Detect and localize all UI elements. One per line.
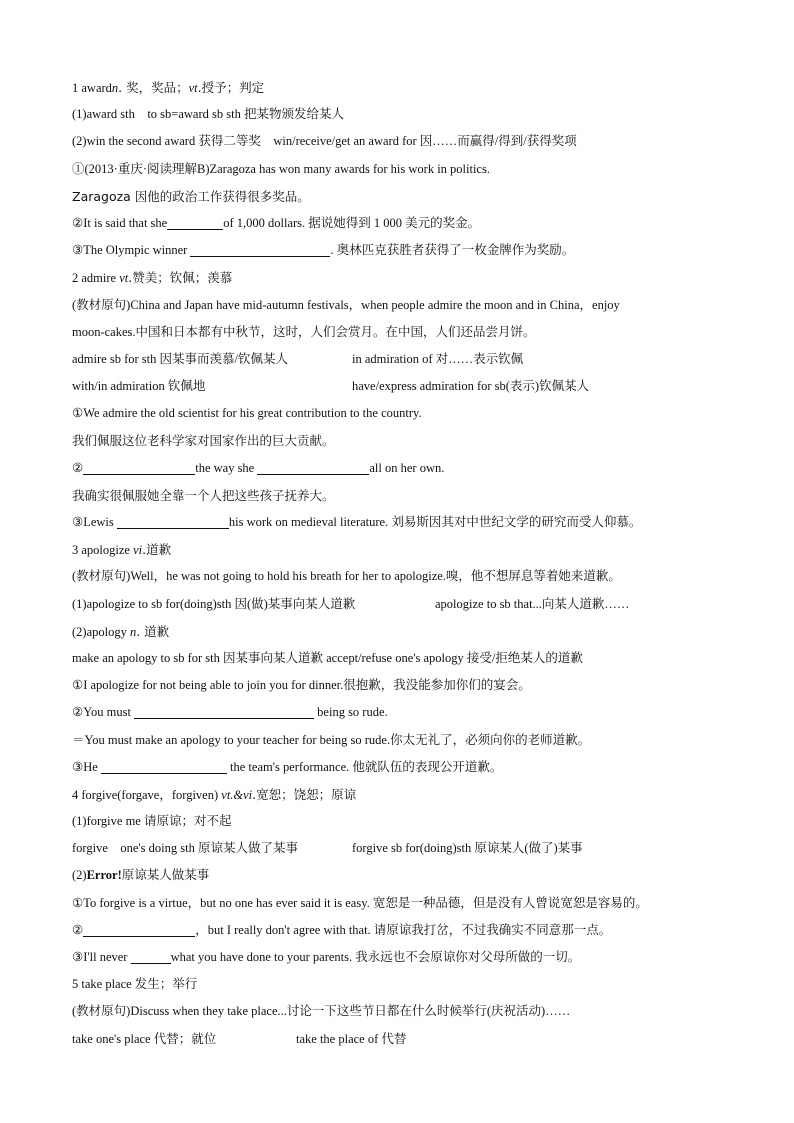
entry-take-place-heading: 5 take place 发生；举行 bbox=[72, 977, 198, 992]
text-line: (2)win the second award 获得二等奖 win/receive/get an award for 因……而赢得/得到/获得奖项 bbox=[72, 134, 577, 149]
sub-entry-apology: (2)apology n. 道歉 bbox=[72, 623, 170, 639]
error-field: Error! bbox=[86, 868, 122, 883]
entry-admire-heading: 2 admire vt.赞美；钦佩；羡慕 bbox=[72, 270, 233, 286]
answer-blank[interactable] bbox=[83, 922, 195, 937]
exercise-line: ③I'll never what you have done to your parents. 我永远也不会原谅你对父母所做的一切。 bbox=[72, 950, 581, 964]
entry-forgive-heading: 4 forgive(forgave，forgiven) vt.&vi.宽恕；饶恕；原谅 bbox=[72, 786, 357, 802]
exercise-line: ② ，but I really don't agree with that. 请原谅我打岔，不过我确实不同意那一点。 bbox=[72, 922, 612, 937]
example-sentence: ①I apologize for not being able to join you for dinner.很抱歉，我没能参加你们的宴会。 bbox=[72, 678, 531, 693]
phrase-row: take one's place 代替；就位 take the place of 代替 bbox=[72, 1031, 407, 1046]
exercise-line: ③He the team's performance. 他就队伍的表现公开道歉。 bbox=[72, 759, 503, 774]
translation-line: Zaragoza 因他的政治工作获得很多奖品。 bbox=[72, 188, 310, 204]
exercise-line: ③The Olympic winner . 奥林匹克获胜者获得了一枚金牌作为奖励。 bbox=[72, 243, 575, 258]
phrase-row: forgive one's doing sth 原谅某人做了某事 forgive sb for(doing)sth 原谅某人(做了)某事 bbox=[72, 841, 583, 856]
answer-blank[interactable] bbox=[190, 242, 330, 257]
textbook-sentence: (教材原句)Discuss when they take place...讨论一下这些节日都在什么时候举行(庆祝活动)…… bbox=[72, 1004, 571, 1019]
phrase-row: admire sb for sth 因某事而羡慕/钦佩某人 in admiration of 对……表示钦佩 bbox=[72, 351, 524, 366]
exercise-line: ② the way she all on her own. bbox=[72, 460, 445, 475]
answer-blank[interactable] bbox=[83, 460, 195, 475]
textbook-sentence: (教材原句)China and Japan have mid-autumn festivals，when people admire the moon and in China，enjoy bbox=[72, 297, 620, 312]
text-line: (1)award sth to sb=award sb sth 把某物颁发给某人 bbox=[72, 107, 344, 122]
answer-blank[interactable] bbox=[131, 949, 171, 964]
phrase-row: (1)apologize to sb for(doing)sth 因(做)某事向某人道歉 apologize to sb that...向某人道歉…… bbox=[72, 596, 630, 611]
answer-blank[interactable] bbox=[134, 704, 314, 719]
answer-blank[interactable] bbox=[257, 460, 369, 475]
answer-blank[interactable] bbox=[101, 759, 227, 774]
text-line: ＝You must make an apology to your teacher for being so rude.你太无礼了，必须向你的老师道歉。 bbox=[72, 732, 591, 747]
entry-award-heading: 1 awardn. 奖，奖品；vt.授予；判定 bbox=[72, 80, 265, 95]
exercise-line: ③Lewis his work on medieval literature. 刘易斯因其对中世纪文学的研究而受人仰慕。 bbox=[72, 515, 642, 529]
exercise-line: ②You must being so rude. bbox=[72, 705, 388, 720]
document-page bbox=[72, 74, 732, 1053]
entry-apologize-heading: 3 apologize vi.道歉 bbox=[72, 542, 172, 558]
text-line: make an apology to sb for sth 因某事向某人道歉 accept/refuse one's apology 接受/拒绝某人的道歉 bbox=[72, 650, 583, 665]
text-line: (1)forgive me 请原谅；对不起 bbox=[72, 814, 232, 829]
example-sentence: ①To forgive is a virtue，but no one has ever said it is easy. 宽恕是一种品德，但是没有人曾说宽恕是容易的。 bbox=[72, 895, 648, 910]
example-sentence: ①We admire the old scientist for his great contribution to the country. bbox=[72, 406, 422, 421]
answer-blank[interactable] bbox=[117, 514, 229, 529]
example-sentence: ①(2013·重庆·阅读理解B)Zaragoza has won many awards for his work in politics. bbox=[72, 161, 490, 176]
phrase-row: with/in admiration 钦佩地 have/express admiration for sb(表示)钦佩某人 bbox=[72, 379, 590, 394]
translation-line: 我确实很佩服她全靠一个人把这些孩子抚养大。 bbox=[72, 487, 335, 503]
text-line: (2)Error!原谅某人做某事 bbox=[72, 868, 210, 883]
answer-blank[interactable] bbox=[167, 215, 223, 230]
text-line: moon-cakes.中国和日本都有中秋节，这时，人们会赏月。在中国，人们还品尝月饼。 bbox=[72, 324, 536, 339]
translation-line: 我们佩服这位老科学家对国家作出的巨大贡献。 bbox=[72, 433, 335, 449]
textbook-sentence: (教材原句)Well，he was not going to hold his breath for her to apologize.嗅，他不想屏息等着她来道歉。 bbox=[72, 569, 621, 584]
exercise-line: ②It is said that she of 1,000 dollars. 据说她得到 1 000 美元的奖金。 bbox=[72, 215, 481, 230]
